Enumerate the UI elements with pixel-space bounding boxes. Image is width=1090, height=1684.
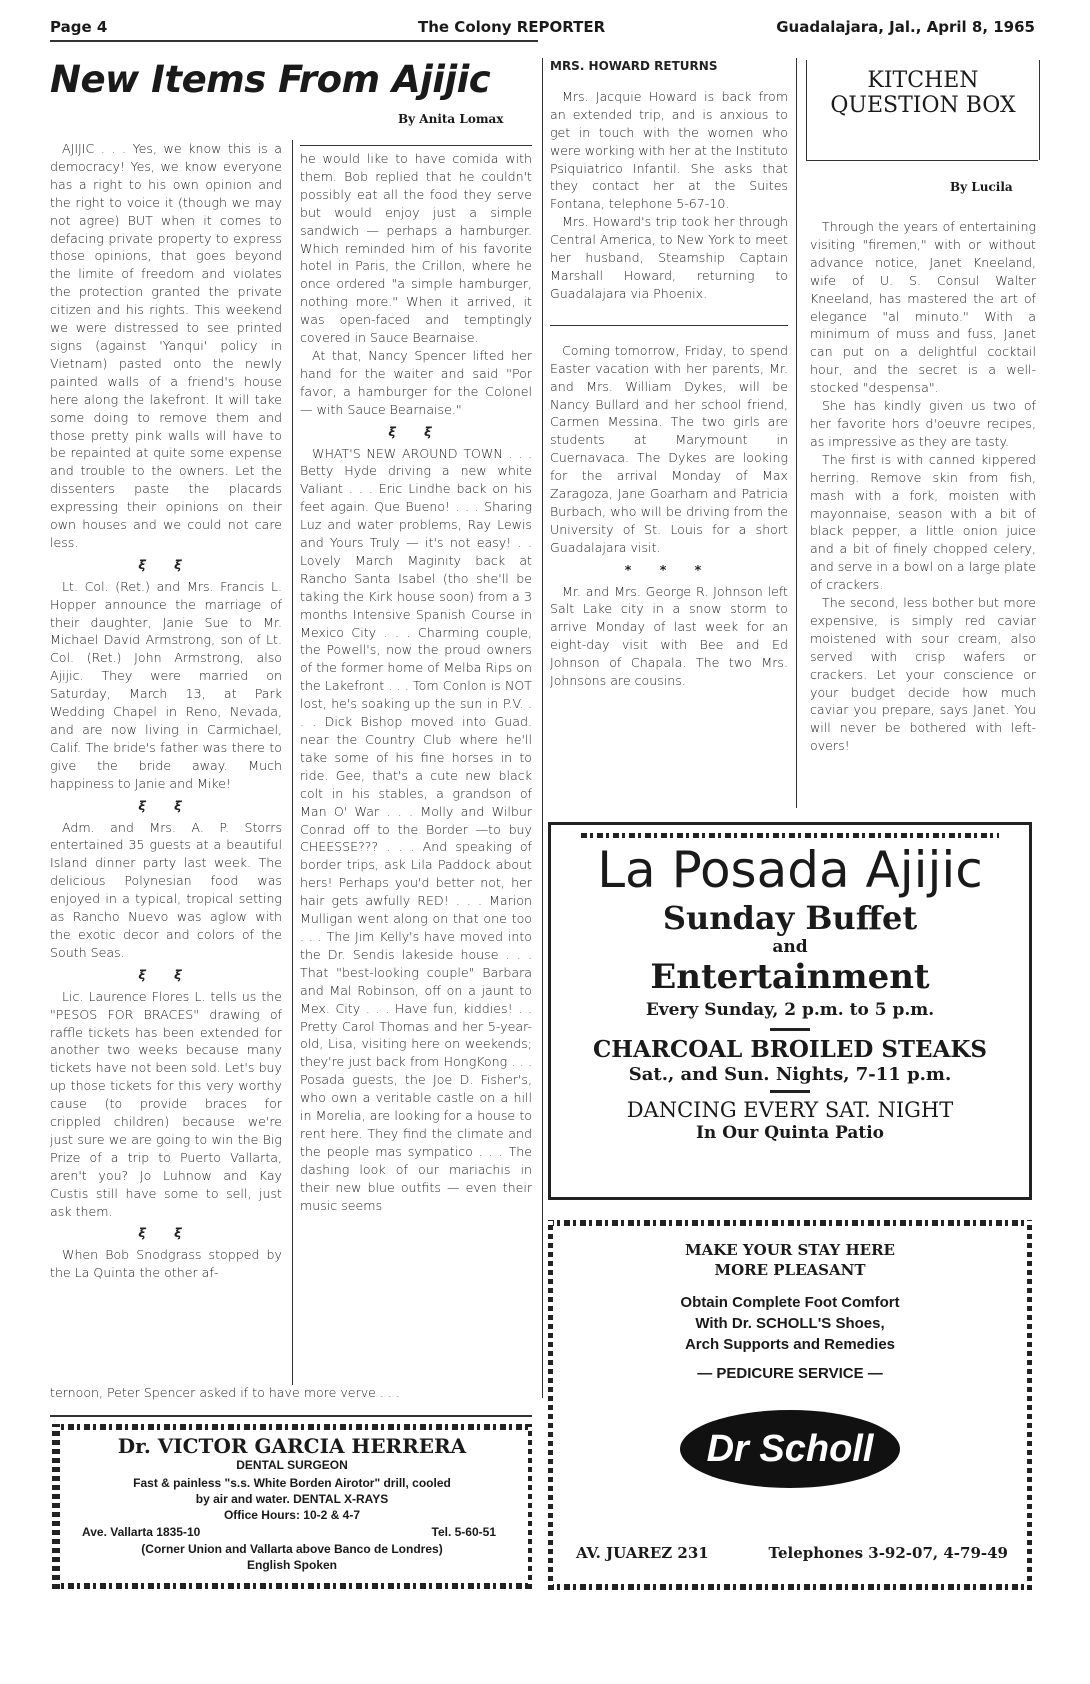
page-number: Page 4	[50, 18, 108, 36]
scholl-line: With Dr. SCHOLL'S Shoes,	[695, 1315, 885, 1332]
scholl-phones: Telephones 3-92-07, 4-79-49	[768, 1544, 1008, 1562]
paragraph: Mrs. Jacquie Howard is back from an extended trip, and is anxious to get in touch with the women who were working with her at the Instituto Psiquiatrico Infantil. She asks that they contact her at the Suites Fontana, telephone 5-67-10.	[550, 88, 788, 212]
divider	[50, 40, 538, 42]
posada-line: DANCING EVERY SAT. NIGHT	[626, 1098, 954, 1122]
dr-scholl-ad	[548, 1220, 1032, 1590]
ornament-border	[548, 1584, 1032, 1590]
ornament-border	[548, 1220, 1032, 1226]
article-byline: By Anita Lomax	[398, 112, 504, 126]
column-rule	[292, 140, 293, 1385]
paragraph: Through the years of entertaining visiting "firemen," with or without advance notice, Janet Kneeland, wife of U. S. Consul Walter Kneeland, has mastered the art of elegance "al minuto." With a minimum of muss and fuss, Janet can put on a delightful cocktail hour, and the secret is a well-stocked "despensa".	[810, 219, 1036, 396]
kitchen-byline: By Lucila	[950, 180, 1013, 194]
paragraph: WHAT'S NEW AROUND TOWN . . . Betty Hyde driving a new white Valiant . . . Eric Lindhe back on his feet again. Que Bueno! . . . Sharing Luz and water problems, Ray Lewis and Yours Truly — it's not easy! . . Lovely March Maginity back at Rancho Santa Isabel (tho she'll be taking the Kirk house soon) from a 3 months Intensive Spanish Course in Mexico City . . . Charming couple, the Powell's, now the proud owners of the former home of Melba Rips on the Lakefront . . . Tom Conlon is NOT lost, he's soaking up the sun in P.V. . . . Dick Bishop moved into Guad. near the Country Club where he'll take some of his fine horses in to ride. Gee, that's a cute new black colt in his stables, a grandson of Man O' War . . . Molly and Wilbur Conrad off to the Border —to buy CHEESSE??? . . . And speaking of border trips, ask Lila Paddock about hers! Perhaps you'd better not, her hair gets awfully RED! . . . Marion Mulligan went along on that one too . . . The Jim Kelly's have moved into the Dr. Sendis lakeside house . . . That "best-looking couple" Barbara and Mal Robinson, off on a jaunt to Mex. City . . . Have fun, kiddies! . . Pretty Carol Thomas and her 5-year-old, Lisa, visiting here on weekends; they're just back from HongKong . . . Posada guests, the Joe D. Fisher's, who own a veritable castle on a hill in Morelia, are looking for a house to rent here. They find the climate and the people mas sympatico . . . The dashing look of our mariachis in their new blue outfits — even their music seems	[300, 445, 532, 1213]
dentist-address: Ave. Vallarta 1835-10	[82, 1525, 201, 1539]
posada-line: Every Sunday, 2 p.m. to 5 p.m.	[645, 1000, 935, 1020]
divider	[770, 1028, 810, 1031]
paragraph: Lic. Laurence Flores L. tells us the "PESOS FOR BRACES" drawing of raffle tickets has been extended for another two weeks because many tickets have not been sold. Let's buy up those tickets for this very worthy cause (to provide braces for crippled children) because we're just sure we are going to win the Big Prize of a trip to Puerto Vallarta, aren't you? Jo Luhnow and Kay Custis still have some to sell, just ask them.	[50, 988, 282, 1219]
howard-column	[550, 58, 788, 690]
paragraph: At that, Nancy Spencer lifted her hand for the waiter and said "Por favor, a hamburger for the Colonel — with Sauce Bearnaise."	[300, 347, 532, 417]
scholl-line: Obtain Complete Foot Comfort	[680, 1294, 900, 1311]
dateline: Guadalajara, Jal., April 8, 1965	[776, 18, 1035, 36]
ornament-border	[581, 833, 999, 838]
divider	[300, 145, 532, 146]
ornament-border	[52, 1424, 60, 1589]
paragraph: She has kindly given us two of her favorite hors d'oeuvre recipes, as impressive as they are tasty.	[810, 398, 1036, 449]
divider	[770, 1090, 810, 1093]
newspaper-name: The Colony REPORTER	[418, 18, 606, 36]
article-title: New Items From Ajijic	[50, 58, 491, 101]
paragraph: When Bob Snodgrass stopped by the La Quinta the other af-	[50, 1247, 282, 1281]
posada-line: CHARCOAL BROILED STEAKS	[592, 1036, 988, 1063]
posada-line: Sunday Buffet	[662, 899, 918, 937]
article-tail: ternoon, Peter Spencer asked if to have more verve . . .	[50, 1385, 400, 1400]
scholl-line: — PEDICURE SERVICE —	[697, 1365, 883, 1382]
divider	[550, 325, 788, 326]
posada-line: In Our Quinta Patio	[695, 1123, 885, 1143]
kitchen-title: KITCHEN QUESTION BOX	[830, 68, 1016, 118]
dentist-line: by air and water. DENTAL X-RAYS	[195, 1492, 389, 1506]
dentist-title: DENTAL SURGEON	[236, 1458, 348, 1472]
paragraph: Adm. and Mrs. A. P. Storrs entertained 35 guests at a beautiful Island dinner party last week. The delicious Polynesian food was enjoyed in a typical, tropical setting as Rancho Nuevo was aglow with the exotic decor and colors of the South Seas.	[50, 819, 282, 960]
dentist-line: (Corner Union and Vallarta above Banco de Londres)	[141, 1542, 443, 1556]
paragraph: Coming tomorrow, Friday, to spend Easter vacation with her parents, Mr. and Mrs. William Dykes, will be Nancy Bullard and her school friend, Carmen Messina. The two girls are students at Marymount in Cuernavaca. The Dykes are looking for the arrival Monday of Max Zaragoza, Jane Goarham and Patricia Burbach, who will be driving from the University of St. Louis for a short Guadalajara visit.	[550, 342, 788, 555]
separator: ξ ξ	[138, 966, 194, 982]
scholl-line: MAKE YOUR STAY HERE	[685, 1241, 895, 1259]
column-rule	[542, 58, 543, 1398]
paragraph: Mr. and Mrs. George R. Johnson left Salt Lake city in a snow storm to arrive Monday of last week for an eight-day visit with Bee and Ed Johnson of Chapala. The two Mrs. Johnsons are cousins.	[550, 583, 788, 689]
dentist-tel: Tel. 5-60-51	[431, 1525, 496, 1539]
separator: ξ ξ	[388, 423, 444, 439]
howard-heading: MRS. HOWARD RETURNS	[550, 59, 718, 73]
article-column-1	[50, 140, 282, 1282]
ornament-border	[52, 1424, 532, 1430]
paragraph: The first is with canned kippered herring. Remove skin from fish, mash with a fork, moisten with mayonnaise, season with a bit of black pepper, a little onion juice and a bit of finely chopped celery, and serve in a bowl on a large plate of crackers.	[810, 451, 1036, 593]
dentist-name: Dr. VICTOR GARCIA HERRERA	[117, 1434, 467, 1458]
posada-name: La Posada Ajijic	[597, 841, 983, 899]
ornament-border	[548, 1220, 553, 1590]
kitchen-header	[806, 60, 1040, 160]
scholl-line: MORE PLEASANT	[714, 1261, 866, 1279]
masthead	[50, 18, 1035, 40]
paragraph: Lt. Col. (Ret.) and Mrs. Francis L. Hopper announce the marriage of their daughter, Janie Sue to Mr. Michael David Armstrong, son of Lt. Col. (Ret.) John Armstrong, also Ajijic. They were married on Saturday, March 13, at Park Wedding Chapel in Reno, Nevada, and are now living in Carmichael, Calif. The bride's father was there to give the bride away. Much happiness to Janie and Mike!	[50, 578, 282, 791]
separator: ξ ξ	[138, 1225, 194, 1241]
ornament-border	[528, 1424, 532, 1589]
divider	[806, 160, 1038, 161]
kitchen-column	[810, 218, 1036, 755]
paragraph: AJIJIC . . . Yes, we know this is a democracy! Yes, we know everyone has a right to his own opinion and the right to voice it (though we may not agree) BUT when it comes to defacing private property to express those opinions, that goes beyond the limite of freedom and violates the protection granted the private citizen and his rights. This weekend we were distressed to see printed signs (against 'Yanqui' policy in Vietnam) pasted onto the newly painted walls of a friend's house here along the lakefront. It will take some doing to remove them and those pretty pink walls will have to be repainted at quite some expense and trouble to the owners. Let the dissenters paste the placards expressing their opinions on their own houses and we could not care less.	[50, 141, 282, 550]
dentist-hours: Office Hours: 10-2 & 4-7	[223, 1508, 361, 1522]
dentist-line: English Spoken	[246, 1558, 337, 1572]
paragraph: The second, less bother but more expensive, is simply red caviar moistened with sour cream, also served with crisp wafers or crackers. Let your conscience or your budget decide how much caviar you prepare, says Janet. You will never be bothered with left-overs!	[810, 595, 1036, 754]
separator: ξ ξ	[138, 556, 194, 572]
ornament-border	[1027, 1220, 1032, 1590]
column-rule	[796, 58, 797, 808]
posada-line: and	[772, 937, 808, 957]
dentist-ad	[52, 1424, 532, 1589]
divider	[50, 1415, 532, 1417]
paragraph: he would like to have comida with them. Bob replied that he couldn't possibly eat all the food they serve but would enjoy just a simple sandwich — perhaps a hamburger. Which reminded him of his favorite hotel in Paris, the Crillon, where he once ordered "a simple hamburger, nothing more." When it arrived, it was open-faced and temptingly covered in Sauce Bearnaise.	[300, 151, 532, 346]
paragraph: Mrs. Howard's trip took her through Central America, to New York to meet her husband, Steamship Captain Marshall Howard, returning to Guadalajara via Phoenix.	[550, 214, 788, 301]
separator: * * *	[624, 561, 714, 577]
scholl-line: Arch Supports and Remedies	[684, 1336, 896, 1353]
scholl-address: AV. JUAREZ 231	[576, 1544, 709, 1562]
dentist-line: Fast & painless "s.s. White Borden Airotor" drill, cooled	[133, 1476, 451, 1490]
ornament-border	[52, 1583, 532, 1589]
posada-line: Sat., and Sun. Nights, 7-11 p.m.	[628, 1064, 952, 1085]
separator: ξ ξ	[138, 797, 194, 813]
article-column-2	[300, 150, 532, 1214]
la-posada-ad	[548, 822, 1032, 1200]
dr-scholl-logo: Dr Scholl	[680, 1410, 900, 1488]
posada-line: Entertainment	[650, 957, 930, 997]
